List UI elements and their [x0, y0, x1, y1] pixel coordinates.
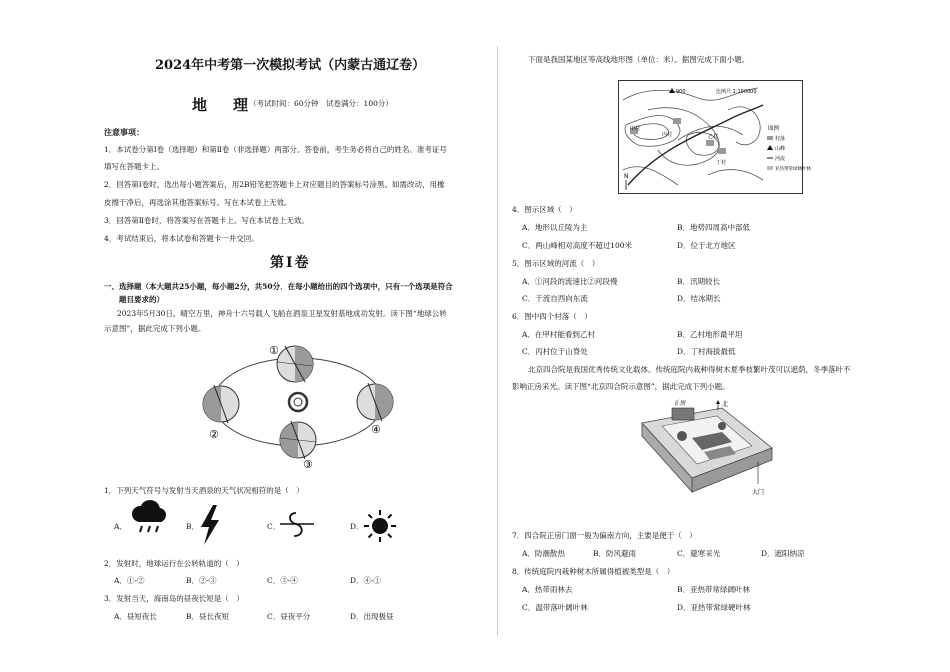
question-5-stem: 5．图示区域的河流（ ） — [512, 259, 600, 268]
label-north: 北 — [722, 401, 729, 408]
q6-option-b[interactable]: B．乙村地形最平坦 — [677, 330, 743, 339]
question-8-stem: 8．传统庭院内栽种树木所属得植被类型是（ ） — [512, 567, 675, 576]
q7-option-d[interactable]: D．遮阳纳凉 — [761, 549, 805, 558]
page-title: 2024年中考第一次模拟考试（内蒙古通辽卷） — [155, 58, 426, 73]
q1-option-a[interactable]: A． — [114, 522, 127, 531]
q4-option-c[interactable]: C．两山峰相对高度不超过100米 — [522, 241, 633, 250]
svg-text:丁村: 丁村 — [716, 160, 727, 166]
sun-symbol — [289, 393, 307, 411]
svg-text:村落: 村落 — [775, 136, 786, 142]
note-line: 皮擦干净后，再选涂其他答案标号。写在本试卷上无效。 — [104, 198, 292, 207]
courtyard-intro: 北京四合院是我国优秀传统文化载体。传统庭院内栽种得树木夏季枝繁叶茂可以遮荫，冬季落叶不 — [528, 365, 851, 374]
note-line: 2．回答第Ⅰ卷时，选出每小题答案后，用2B铅笔把答题卡上对应题目的答案标号涂黑。如需改动，用橡 — [104, 180, 445, 189]
q7-option-c[interactable]: C．避寒采光 — [677, 549, 721, 558]
orbit-label-2: ② — [209, 428, 219, 441]
lightning-icon — [198, 505, 222, 545]
q7-option-b[interactable]: B．防风避雨 — [593, 549, 637, 558]
intro-text-cont: 示意图”，据此完成下列小题。 — [104, 324, 206, 333]
question-1-stem: 1．下列天气符号与发射当天酒泉的天气状况相符的是（ ） — [104, 486, 304, 495]
question-2-stem: 2．发射时，地球运行在公转轨道的（ ） — [104, 559, 244, 568]
earth-orbit-figure — [195, 338, 410, 472]
q6-option-d[interactable]: D．丁村海拔最低 — [677, 347, 736, 356]
exam-note: （考试时间：60分钟 试卷满分：100分） — [249, 99, 393, 108]
question-7-stem: 7．四合院正房门窗一般为偏南方向，主要是便于（ ） — [512, 531, 697, 540]
q4-option-d[interactable]: D．位于北方地区 — [677, 241, 736, 250]
courtyard-intro-cont: 影响正房采光。读下图“北京四合院示意图”，据此完成下列小题。 — [512, 382, 730, 391]
q8-option-d[interactable]: D．亚热带常绿硬叶林 — [677, 603, 751, 612]
north-arrow: N — [624, 173, 629, 180]
q3-option-b[interactable]: B．昼长夜短 — [186, 612, 230, 621]
sun-icon — [363, 509, 397, 543]
earth-left — [203, 385, 239, 423]
q8-option-c[interactable]: C．温带落叶阔叶林 — [522, 603, 588, 612]
q5-option-a[interactable]: A．①河段的流速比②河段慢 — [522, 277, 618, 286]
section-title: 第Ⅰ卷 — [270, 255, 311, 271]
q5-option-b[interactable]: B．汛期较长 — [677, 277, 721, 286]
q1-option-b[interactable]: B． — [186, 522, 200, 531]
svg-text:甲村: 甲村 — [630, 126, 641, 132]
earth-bottom — [280, 421, 316, 459]
earth-right — [357, 383, 393, 421]
q2-option-b[interactable]: B．②-③ — [186, 576, 217, 585]
earth-top — [277, 346, 313, 382]
label-gate: 大门 — [752, 489, 765, 496]
q3-option-a[interactable]: A．昼短夜长 — [114, 612, 157, 621]
q2-option-a[interactable]: A．①-② — [114, 576, 145, 585]
subject-title: 地理 — [192, 96, 275, 114]
svg-text:图例: 图例 — [768, 126, 780, 132]
notes-heading: 注意事项： — [104, 127, 144, 137]
q1-option-c[interactable]: C． — [267, 522, 281, 531]
orbit-label-1: ① — [269, 344, 279, 357]
q7-option-a[interactable]: A．防潮散热 — [522, 549, 565, 558]
svg-text:山峰: 山峰 — [775, 146, 786, 152]
rain-cloud-icon — [128, 500, 168, 536]
label-main-room: 正房 — [674, 400, 687, 407]
q8-option-a[interactable]: A．热带雨林去 — [522, 585, 573, 594]
section-instruction: 一、选择题（本大题共25小题，每小题2分，共50分．在每小题给出的四个选项中，只有一个选项是符合 — [104, 282, 453, 291]
q3-option-c[interactable]: C．昼夜平分 — [267, 612, 311, 621]
column-divider — [497, 46, 498, 636]
q4-option-a[interactable]: A．地形以丘陵为主 — [522, 223, 588, 232]
orbit-label-4: ④ — [371, 423, 381, 436]
svg-text:乙村: 乙村 — [708, 134, 719, 140]
orbit-label-3: ③ — [303, 458, 313, 471]
contour-map — [618, 80, 811, 194]
svg-text:900: 900 — [676, 89, 686, 95]
question-3-stem: 3．发射当天，海南岛的昼夜长短是（ ） — [104, 594, 244, 603]
map-intro: 下面是我国某地区等高线地形图（单位：米）。据图完成下面小题。 — [528, 55, 750, 64]
q2-option-d[interactable]: D．④-① — [350, 576, 382, 585]
q4-option-b[interactable]: B．地势四周高中部低 — [677, 223, 751, 232]
svg-text:亚热带常绿阔叶林: 亚热带常绿阔叶林 — [775, 167, 811, 172]
map-scale: 比例尺 1:100000 — [716, 89, 757, 95]
courtyard-figure — [632, 398, 780, 510]
q6-option-a[interactable]: A．在甲村能看到乙村 — [522, 330, 595, 339]
note-line: 1．本试卷分第Ⅰ卷（选择题）和第Ⅱ卷（非选择题）两部分。答卷前，考生务必将自己的姓名、准考证号 — [104, 145, 447, 154]
intro-text: 2023年5月30日，晴空万里，神舟十六号载人飞船在酒泉卫星发射基地成功发射。读下图“地球公转 — [117, 309, 447, 318]
q2-option-c[interactable]: C．③-④ — [267, 576, 298, 585]
svg-text:河流: 河流 — [775, 156, 786, 162]
question-6-stem: 6．图中四个村落（ ） — [512, 312, 592, 321]
q5-option-c[interactable]: C．干流自西向东流 — [522, 294, 588, 303]
q8-option-b[interactable]: B．亚热带常绿阔叶林 — [677, 585, 751, 594]
question-4-stem: 4．图示区域（ ） — [512, 205, 577, 214]
note-line: 4．考试结束后，将本试卷和答题卡一并交回。 — [104, 234, 259, 243]
q6-option-c[interactable]: C．丙村位于山脊处 — [522, 347, 588, 356]
note-line: 3．回答第Ⅱ卷时，将答案写在答题卡上。写在本试卷上无效。 — [104, 216, 309, 225]
q5-option-d[interactable]: D．结冰期长 — [677, 294, 721, 303]
note-line: 填写在答题卡上。 — [104, 162, 164, 171]
svg-text:丙村: 丙村 — [662, 132, 673, 138]
section-instruction-cont: 题目要求的） — [119, 295, 164, 304]
q1-option-d[interactable]: D． — [350, 522, 364, 531]
q3-option-d[interactable]: D．出现极昼 — [350, 612, 394, 621]
wind-icon — [280, 510, 314, 540]
